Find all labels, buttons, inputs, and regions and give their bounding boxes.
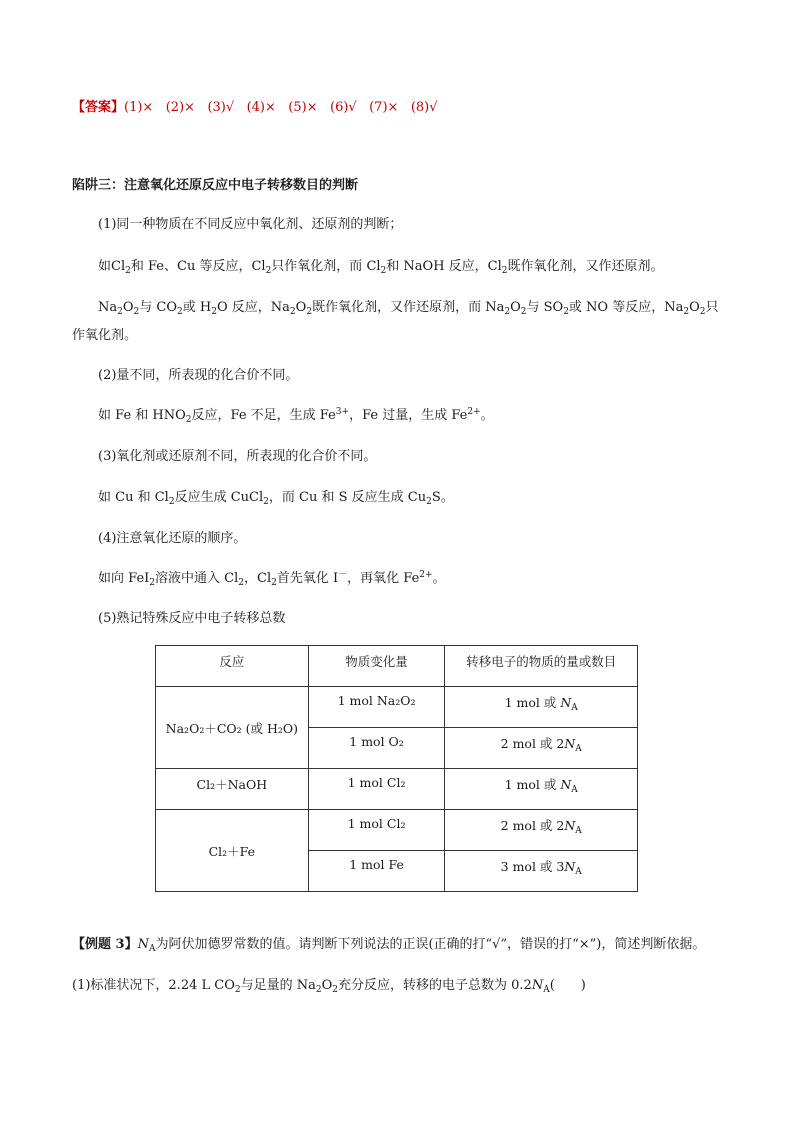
table-cell-reaction: Na₂O₂＋CO₂ (或 H₂O) bbox=[156, 687, 309, 769]
table-cell: 1 mol 或 $N_A$ bbox=[445, 769, 638, 810]
electron-transfer-table bbox=[155, 645, 638, 892]
answer-item: (5)× bbox=[288, 100, 318, 115]
table-row bbox=[156, 810, 638, 851]
paragraph: $Na_2O_2$与 $CO_2$或 $H_2O$ 反应，$Na_2O_2$既作氧化剂，又作还原剂，而 $Na_2O_2$与 $SO_2$或 NO 等反应，$Na_2O_2$只 bbox=[98, 300, 719, 317]
answer-item: (3)√ bbox=[207, 100, 235, 115]
table-cell-reaction: Cl₂＋Fe bbox=[156, 810, 309, 892]
answer-blank[interactable]: ( ) bbox=[549, 978, 586, 993]
question-1: (1)标准状况下，2.24 L $CO_2$与足量的 $Na_2O_2$充分反应，转移的电子总数为 $0.2N_A$( ) bbox=[72, 978, 586, 995]
table-cell: 2 mol 或 $2N_A$ bbox=[445, 728, 638, 769]
answer-item: (2)× bbox=[165, 100, 196, 115]
table-cell-reaction: Cl₂＋NaOH bbox=[156, 769, 309, 810]
table-cell: 2 mol 或 $2N_A$ bbox=[445, 810, 638, 851]
example-label: 【例题 3】 bbox=[72, 937, 138, 952]
paragraph: (2)量不同，所表现的化合价不同。 bbox=[98, 368, 299, 383]
table-cell: 3 mol 或 $3N_A$ bbox=[445, 851, 638, 892]
paragraph: 如$Cl_2$和 Fe、Cu 等反应，$Cl_2$只作氧化剂，而 $Cl_2$和 NaOH 反应，$Cl_2$既作氧化剂，又作还原剂。 bbox=[98, 259, 664, 276]
answer-item: (1)× bbox=[124, 100, 154, 115]
paragraph: 如向 FeI$_2$溶液中通入 $Cl_2$，$Cl_2$首先氧化 I－，再氧化 $Fe^{2+}$。 bbox=[98, 570, 446, 588]
table-cell: 1 mol O₂ bbox=[308, 728, 445, 769]
answer-item: (7)× bbox=[369, 100, 399, 115]
section-heading: 陷阱三：注意氧化还原反应中电子转移数目的判断 bbox=[72, 178, 359, 193]
answer-label: 【答案】 bbox=[72, 100, 125, 115]
table-cell: 1 mol Cl₂ bbox=[308, 810, 445, 851]
table-header: 转移电子的物质的量或数目 bbox=[445, 646, 638, 687]
answer-item: (6)√ bbox=[330, 100, 357, 115]
table-row bbox=[156, 687, 638, 728]
paragraph: (4)注意氧化还原的顺序。 bbox=[98, 531, 247, 546]
table-header-row bbox=[156, 646, 638, 687]
paragraph: 如 Cu 和 $Cl_2$反应生成 CuCl$_2$，而 Cu 和 S 反应生成 $Cu_2S$。 bbox=[98, 490, 454, 507]
paragraph: (5)熟记特殊反应中电子转移总数 bbox=[98, 611, 286, 626]
paragraph: (1)同一种物质在不同反应中氧化剂、还原剂的判断； bbox=[98, 217, 403, 232]
table-header: 物质变化量 bbox=[308, 646, 445, 687]
table-row bbox=[156, 769, 638, 810]
answer-item: (8)√ bbox=[410, 100, 438, 115]
table-header: 反应 bbox=[156, 646, 309, 687]
table-cell: 1 mol 或 $N_A$ bbox=[445, 687, 638, 728]
paragraph-continuation: 作氧化剂。 bbox=[72, 328, 138, 343]
table-cell: 1 mol Fe bbox=[308, 851, 445, 892]
example-statement: 【例题 3】$N_A$为阿伏加德罗常数的值。请判断下列说法的正误(正确的打“√”，错误的打“×”)，简述判断依据。 bbox=[72, 937, 706, 954]
paragraph: (3)氧化剂或还原剂不同，所表现的化合价不同。 bbox=[98, 449, 377, 464]
paragraph: 如 Fe 和 $HNO_2$反应，Fe 不足，生成 $Fe^{3+}$，Fe 过量，生成 $Fe^{2+}$。 bbox=[98, 407, 494, 425]
table-cell: 1 mol Na₂O₂ bbox=[308, 687, 445, 728]
answer-item: (4)× bbox=[246, 100, 276, 115]
answer-line bbox=[72, 96, 438, 115]
table-cell: 1 mol Cl₂ bbox=[308, 769, 445, 810]
